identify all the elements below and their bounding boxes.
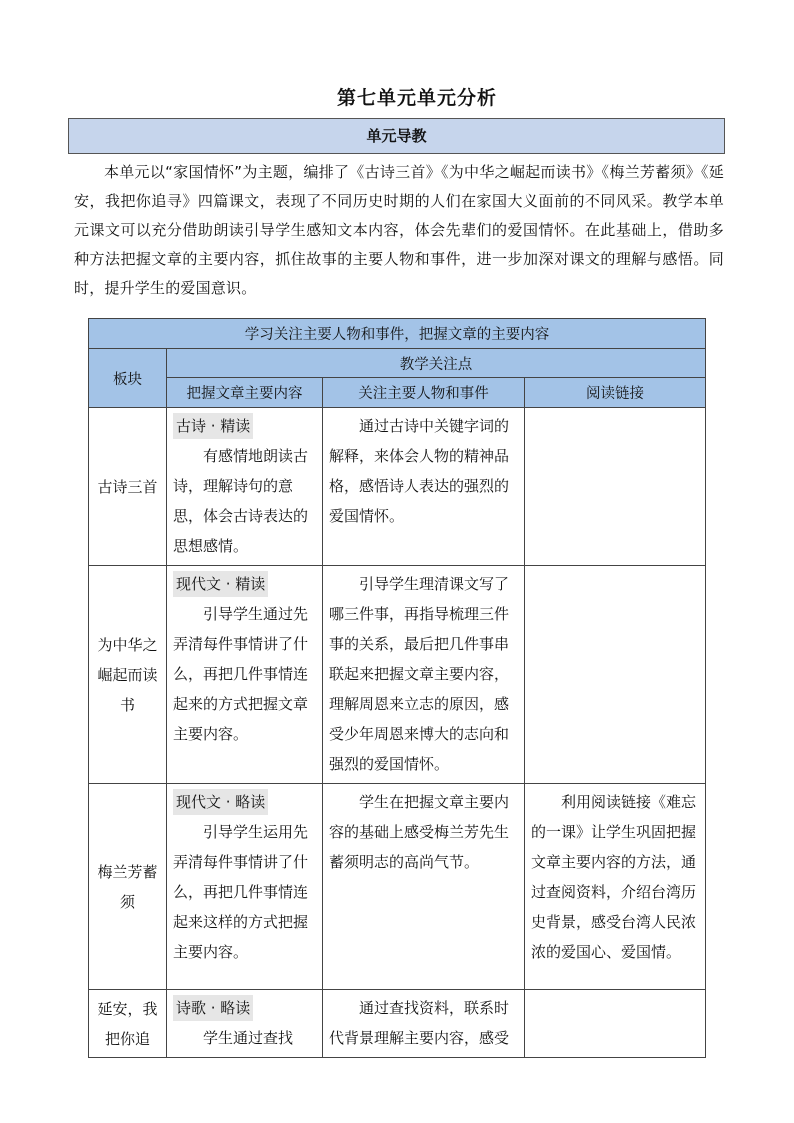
row-link xyxy=(525,566,706,784)
intro-text: 本单元以“家国情怀”为主题，编排了《古诗三首》《为中华之崛起而读书》《梅兰芳蓄须》《延安，我把你追寻》四篇课文，表现了不同历史时期的人们在家国大义面前的不同风采。教学本单元课文可以充分借助朗读引导学生感知文本内容，体会先辈们的爱国情怀。在此基础上，借助多种方法把握文章的主要内容，抓住故事的主要人物和事件，进一步加深对课文的理解与感悟。同时，提升学生的爱国意识。 xyxy=(74,163,724,297)
focus-text: 通过查找资料，联系时代背景理解主要内容，感受 xyxy=(329,999,510,1047)
genre-tag: 古诗 · 精读 xyxy=(173,413,253,439)
row-content xyxy=(167,784,323,990)
row-block-name: 梅兰芳蓄须 xyxy=(89,784,167,990)
content-text: 引导学生运用先弄清每件事情讲了什么，再把几件事情连起来这样的方式把握主要内容。 xyxy=(173,823,309,961)
page-title: 第七单元单元分析 xyxy=(336,87,497,109)
focus-text: 学生在把握文章主要内容的基础上感受梅兰芳先生蓄须明志的高尚气节。 xyxy=(329,793,510,871)
genre-tag: 现代文 · 精读 xyxy=(173,571,268,597)
row-content xyxy=(167,408,323,566)
genre-tag: 现代文 · 略读 xyxy=(173,789,268,815)
row-block-name: 延安，我把你追 xyxy=(89,990,167,1058)
row-link xyxy=(525,784,706,990)
row-focus xyxy=(323,990,525,1058)
table-row xyxy=(89,566,706,784)
content-text: 引导学生通过先弄清每件事情讲了什么，再把几件事情连起来的方式把握文章主要内容。 xyxy=(173,605,309,743)
row-block-name: 古诗三首 xyxy=(89,408,167,566)
table-row xyxy=(89,408,706,566)
row-content xyxy=(167,566,323,784)
link-text: 利用阅读链接《难忘的一课》让学生巩固把握文章主要内容的方法，通过查阅资料，介绍台湾历史背景，感受台湾人民浓浓的爱国心、爱国情。 xyxy=(531,793,697,961)
header-col1: 把握文章主要内容 xyxy=(167,378,323,408)
row-link xyxy=(525,990,706,1058)
row-link xyxy=(525,408,706,566)
row-content xyxy=(167,990,323,1058)
row-block-name: 为中华之崛起而读书 xyxy=(89,566,167,784)
row-focus xyxy=(323,784,525,990)
genre-tag: 诗歌 · 略读 xyxy=(173,995,253,1021)
table-row xyxy=(89,784,706,990)
focus-text: 通过古诗中关键字词的解释，来体会人物的精神品格，感悟诗人表达的强烈的爱国情怀。 xyxy=(329,417,510,525)
content-text: 有感情地朗读古诗，理解诗句的意思，体会古诗表达的思想感情。 xyxy=(173,447,309,555)
intro-paragraph xyxy=(74,158,724,303)
row-focus xyxy=(323,408,525,566)
row-focus xyxy=(323,566,525,784)
header-group: 教学关注点 xyxy=(167,349,706,378)
content-text: 学生通过查找 xyxy=(203,1029,294,1047)
analysis-table xyxy=(88,318,706,1058)
header-col3: 阅读链接 xyxy=(525,378,706,408)
section-banner: 单元导教 xyxy=(68,118,725,154)
focus-text: 引导学生理清课文写了哪三件事，再指导梳理三件事的关系，最后把几件事串联起来把握文章主要内容，理解周恩来立志的原因，感受少年周恩来博大的志向和强烈的爱国情怀。 xyxy=(329,575,510,773)
table-row xyxy=(89,990,706,1058)
header-block: 板块 xyxy=(89,349,167,408)
header-col2: 关注主要人物和事件 xyxy=(323,378,525,408)
table-caption: 学习关注主要人物和事件，把握文章的主要内容 xyxy=(89,319,706,349)
